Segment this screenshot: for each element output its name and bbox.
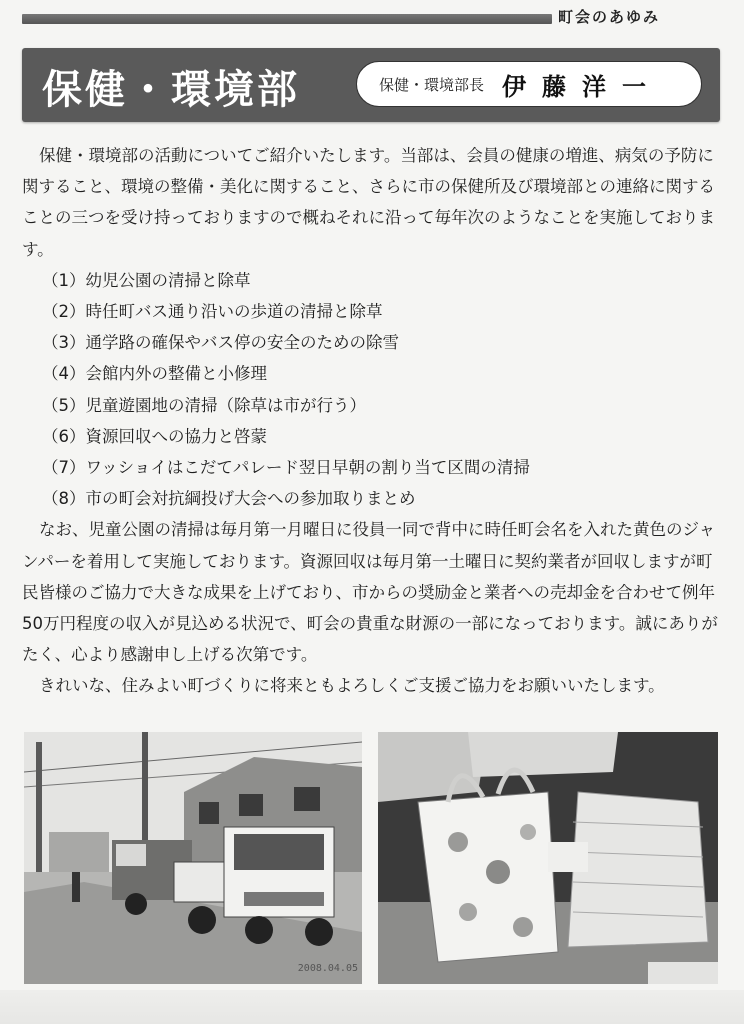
recycling-illustration — [378, 732, 718, 984]
list-item: （6）資源回収への協力と啓蒙 — [42, 426, 267, 446]
detail-paragraph: なお、児童公園の清掃は毎月第一月曜日に役員一同で背中に時任町会名を入れた黄色のジャンパーを着用して実施しております。資源回収は毎月第一土曜日に契約業者が回収しますが町民皆様のご協力で大きな成果を上げており、市からの奨励金と業者への売却金を合わせて例年50万円程度の収入が見込める状況で、町会の貴重な財源の一部になっております。誠にありがたく、心より感謝申し上げる次第です。 — [22, 520, 718, 665]
article-body — [22, 140, 722, 702]
department-head-box — [356, 61, 702, 107]
list-item: （8）市の町会対抗綱投げ大会への参加取りまとめ — [42, 489, 416, 509]
photo-recycling — [378, 732, 718, 984]
list-item: （7）ワッショイはこだてパレード翌日早朝の割り当て区間の清掃 — [42, 458, 530, 478]
head-role: 保健・環境部長 — [379, 75, 485, 94]
photo-date-stamp: 2008.04.05 — [297, 963, 358, 974]
intro-paragraph: 保健・環境部の活動についてご紹介いたします。当部は、会員の健康の増進、病気の予防に関すること、環境の整備・美化に関すること、さらに市の保健所及び環境部との連絡に関することの三つを受け持っておりますので概ねそれに沿って毎年次のようなことを実施しております。 — [22, 146, 715, 259]
list-item: （2）時任町バス通り沿いの歩道の清掃と除草 — [42, 302, 383, 322]
page-bottom-margin — [0, 990, 744, 1024]
title-bar — [22, 48, 720, 122]
head-name: 伊藤洋一 — [502, 72, 663, 101]
trucks-illustration — [24, 732, 362, 984]
list-item: （1）幼児公園の清掃と除草 — [42, 270, 251, 290]
list-item: （4）会館内外の整備と小修理 — [42, 364, 267, 384]
photo-trucks — [24, 732, 362, 984]
list-item: （3）通学路の確保やバス停の安全のための除雪 — [42, 333, 399, 353]
section-label: 町会のあゆみ — [558, 8, 661, 26]
page-title: 保健・環境部 — [42, 67, 300, 113]
activity-list — [22, 265, 722, 515]
header-rule — [22, 14, 552, 24]
list-item: （5）児童遊園地の清掃（除草は市が行う） — [42, 395, 366, 415]
closing-paragraph: きれいな、住みよい町づくりに将来ともよろしくご支援ご協力をお願いいたします。 — [39, 676, 665, 696]
